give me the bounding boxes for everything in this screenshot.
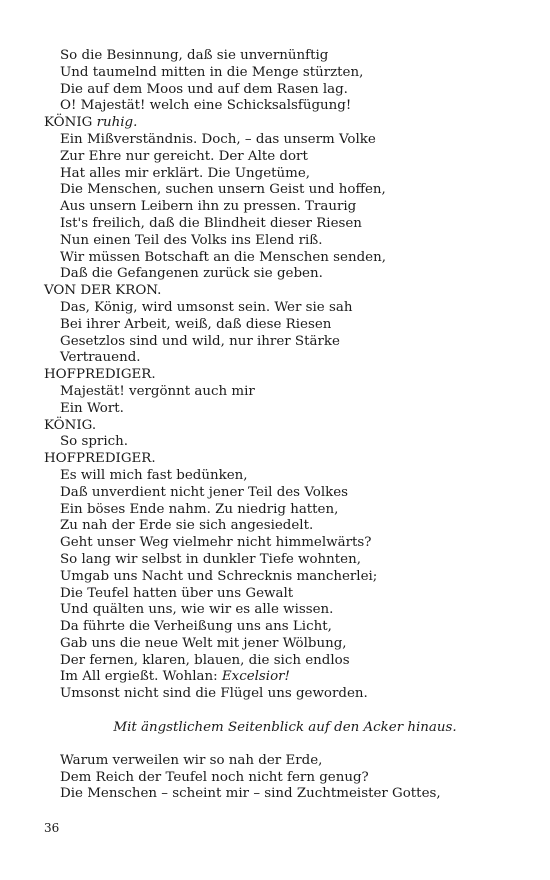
speaker-hofprediger: HOFPREDIGER. xyxy=(44,451,156,467)
verse-line: Es will mich fast bedünken, xyxy=(60,467,248,483)
verse-line: Die Menschen, suchen unsern Geist und hoffen, xyxy=(60,182,386,198)
verse-line: Gesetzlos sind und wild, nur ihrer Stärke xyxy=(60,333,340,349)
speaker-direction: ruhig. xyxy=(96,115,138,131)
verse-line: Vertrauend. xyxy=(60,350,141,366)
verse-line: Die auf dem Moos und auf dem Rasen lag. xyxy=(60,81,348,97)
verse-line: So sprich. xyxy=(60,434,128,450)
verse-block-1 xyxy=(44,48,514,115)
verse-line: Ein böses Ende nahm. Zu niedrig hatten, xyxy=(60,501,339,517)
excelsior-italic: Excelsior! xyxy=(221,669,290,685)
verse-text: Im All ergießt. Wohlan: xyxy=(60,669,222,685)
verse-line: Da führte die Verheißung uns ans Licht, xyxy=(60,619,332,635)
verse-line: Die Teufel hatten über uns Gewalt xyxy=(60,585,294,601)
play-text xyxy=(44,48,514,803)
verse-line: Umsonst nicht sind die Flügel uns geworden. xyxy=(60,686,368,702)
verse-line: Daß die Gefangenen zurück sie geben. xyxy=(60,266,323,282)
verse-line: Ist's freilich, daß die Blindheit dieser Riesen xyxy=(60,215,362,231)
verse-block-4 xyxy=(44,384,514,418)
verse-line: O! Majestät! welch eine Schicksalsfügung! xyxy=(60,98,352,114)
verse-line: Dem Reich der Teufel noch nicht fern genug? xyxy=(60,769,369,785)
verse-line: So die Besinnung, daß sie unvernünftig xyxy=(60,48,329,63)
verse-line: Gab uns die neue Welt mit jener Wölbung, xyxy=(60,635,347,651)
verse-line: Wir müssen Botschaft an die Menschen senden, xyxy=(60,249,386,265)
speaker-hofprediger: HOFPREDIGER. xyxy=(44,367,156,383)
verse-line xyxy=(44,669,514,686)
verse-line: Warum verweilen wir so nah der Erde, xyxy=(60,752,323,768)
verse-line: Aus unsern Leibern ihn zu pressen. Traurig xyxy=(60,199,357,215)
verse-line: Zu nah der Erde sie sich angesiedelt. xyxy=(60,518,314,534)
verse-line: So lang wir selbst in dunkler Tiefe wohnten, xyxy=(60,551,361,567)
verse-line: Und taumelnd mitten in die Menge stürzten, xyxy=(60,64,364,80)
verse-line: Bei ihrer Arbeit, weiß, daß diese Riesen xyxy=(60,316,332,332)
verse-block-5 xyxy=(44,434,514,451)
verse-line: Ein Wort. xyxy=(60,400,124,416)
verse-line: Und quälten uns, wie wir es alle wissen. xyxy=(60,602,334,618)
verse-line: Nun einen Teil des Volks ins Elend riß. xyxy=(60,232,323,248)
speaker-von-der-kron: VON DER KRON. xyxy=(44,283,162,299)
speaker-koenig xyxy=(44,115,514,132)
speaker-name: KÖNIG xyxy=(44,115,93,131)
verse-line: Majestät! vergönnt auch mir xyxy=(60,383,255,399)
verse-line: Der fernen, klaren, blauen, die sich endlos xyxy=(60,652,350,668)
speaker-koenig: KÖNIG. xyxy=(44,417,97,433)
stage-direction: Mit ängstlichem Seitenblick auf den Acker hinaus. xyxy=(113,720,457,736)
verse-line: Hat alles mir erklärt. Die Ungetüme, xyxy=(60,165,311,181)
verse-block-6 xyxy=(44,468,514,686)
verse-line: Daß unverdient nicht jener Teil des Volkes xyxy=(60,484,349,500)
verse-line: Ein Mißverständnis. Doch, – das unserm Volke xyxy=(60,131,376,147)
verse-line: Umgab uns Nacht und Schrecknis mancherlei; xyxy=(60,568,378,584)
verse-block-3 xyxy=(44,300,514,367)
page-number: 36 xyxy=(44,821,60,835)
verse-line: Geht unser Weg vielmehr nicht himmelwärts? xyxy=(60,535,372,551)
verse-block-7 xyxy=(44,686,514,703)
verse-line: Die Menschen – scheint mir – sind Zuchtmeister Gottes, xyxy=(60,786,441,802)
verse-line: Zur Ehre nur gereicht. Der Alte dort xyxy=(60,148,308,164)
verse-block-2 xyxy=(44,132,514,283)
verse-line: Das, König, wird umsonst sein. Wer sie sah xyxy=(60,299,353,315)
verse-block-8 xyxy=(44,753,514,803)
